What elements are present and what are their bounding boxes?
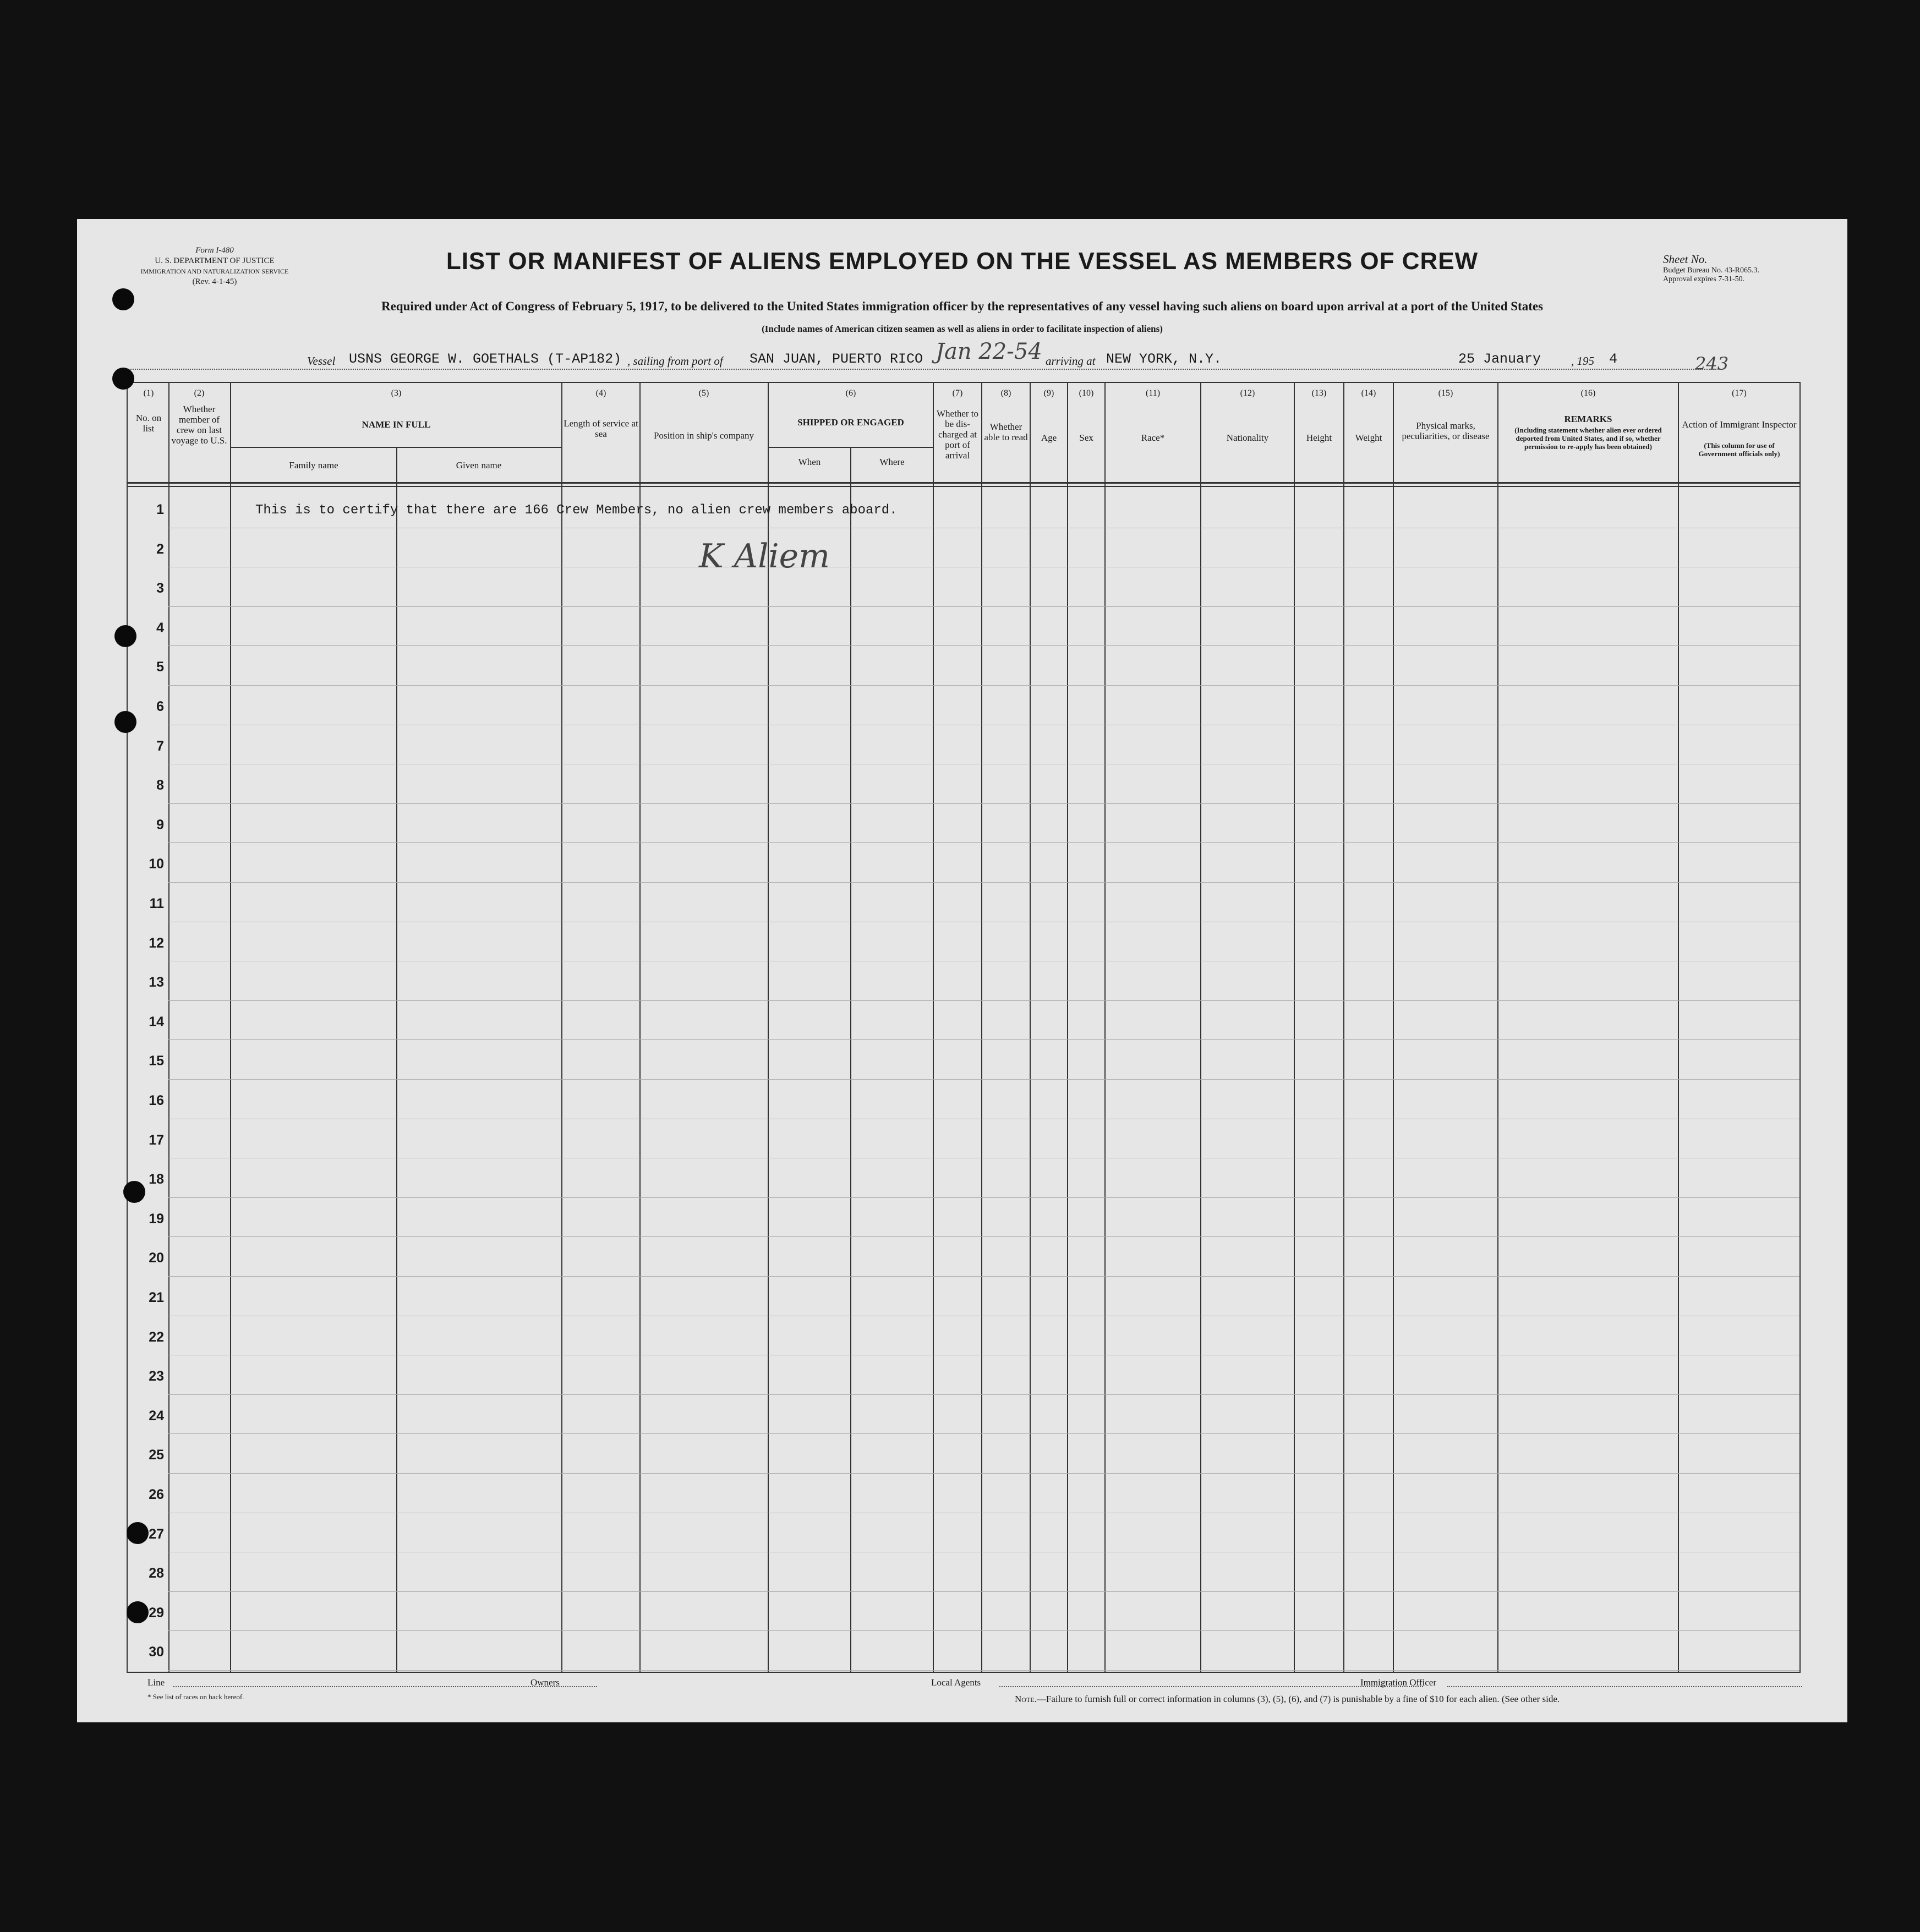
row-number: 20 [149, 1250, 164, 1266]
table-row [168, 882, 1799, 883]
form-subnote: (Include names of American citizen seamen as well as aliens in order to facilitate inspection of aliens) [762, 324, 1163, 334]
sailing-label: , sailing from port of [627, 354, 723, 368]
table-row [168, 1630, 1799, 1631]
column-rule [981, 382, 982, 1673]
col-15-num: (15) [1438, 388, 1453, 398]
row-number: 15 [149, 1053, 164, 1069]
year-digit: 4 [1609, 351, 1618, 367]
arrival-date: 25 January [1458, 351, 1541, 367]
col-3-num: (3) [391, 388, 402, 398]
column-rule [1104, 382, 1106, 1673]
column-rule [1067, 382, 1068, 1673]
col-16-label: REMARKS [1564, 414, 1612, 424]
col-5-num: (5) [698, 388, 709, 398]
revision: (Rev. 4-1-45) [192, 277, 237, 286]
where-header: Where [879, 457, 905, 467]
column-rule [933, 382, 934, 1673]
footer-officer-label: Immigration Officer [1360, 1677, 1437, 1688]
page-number: 243 [1695, 353, 1729, 374]
column-rule [1678, 382, 1679, 1673]
col-17-label: Action of Immigrant Inspector [1682, 419, 1797, 430]
form-title: LIST OR MANIFEST OF ALIENS EMPLOYED ON THE VESSEL AS MEMBERS OF CREW [446, 248, 1479, 275]
col-15-label: Physical marks, peculiarities, or disease [1402, 420, 1490, 441]
table-row [168, 1276, 1799, 1277]
arriving-label: arriving at [1046, 354, 1096, 368]
col-12-num: (12) [1240, 388, 1255, 398]
punch-hole [127, 1601, 149, 1623]
service: IMMIGRATION AND NATURALIZATION SERVICE [140, 267, 289, 275]
col-10-num: (10) [1079, 388, 1094, 398]
row-number: 25 [149, 1447, 164, 1463]
row-number: 28 [149, 1566, 164, 1581]
row-number: 2 [156, 541, 164, 557]
table-row [168, 685, 1799, 686]
column-rule [1343, 382, 1344, 1673]
col-12-label: Nationality [1226, 433, 1269, 443]
subcolumn-rule [850, 447, 851, 1673]
signature: K Aliem [699, 537, 830, 576]
punch-hole [112, 288, 134, 310]
column-rule [639, 382, 641, 1673]
row-number: 27 [149, 1526, 164, 1542]
col-9-label: Age [1041, 433, 1057, 443]
table-row [168, 1394, 1799, 1395]
form-number: Form I-480 [195, 246, 234, 255]
col-7-num: (7) [952, 388, 963, 398]
sheet-info [1663, 252, 1828, 284]
row-number: 13 [149, 975, 164, 990]
row-number: 12 [149, 935, 164, 951]
table-row [168, 606, 1799, 607]
col-13-label: Height [1306, 433, 1332, 443]
note-label: Note. [1015, 1694, 1037, 1704]
form-subtitle: Required under Act of Congress of February 5, 1917, to be delivered to the United States immigration officer by the representatives of any vessel having such aliens on board upon arrival at a port of the United States [381, 299, 1544, 313]
row-number: 21 [149, 1290, 164, 1305]
footer-line-label: Line [147, 1677, 165, 1688]
table-row [168, 1079, 1799, 1080]
year-prefix: , 195 [1571, 354, 1594, 368]
certification-text: This is to certify that there are 166 Crew Members, no alien crew members aboard. [255, 503, 898, 518]
col-5-label: Position in ship's company [653, 430, 754, 441]
table-row [168, 1473, 1799, 1474]
family-name-header: Family name [289, 460, 338, 470]
footer-agents-label: Local Agents [931, 1677, 981, 1688]
manifest-sheet [77, 219, 1847, 1722]
sheet-no-label: Sheet No. [1663, 253, 1708, 266]
footer-agents-dots [999, 1686, 1423, 1687]
col-11-num: (11) [1145, 388, 1161, 398]
col-16-num: (16) [1580, 388, 1596, 398]
row-number: 16 [149, 1093, 164, 1108]
vessel-label: Vessel [307, 354, 336, 368]
col-7-label: Whether to be dis-charged at port of arrival [937, 408, 978, 461]
row-number: 29 [149, 1605, 164, 1621]
punch-hole [123, 1181, 145, 1203]
row-number: 8 [156, 778, 164, 793]
table-bottom-border [127, 1672, 1799, 1673]
col-6-label: SHIPPED OR ENGAGED [797, 417, 904, 428]
when-header: When [798, 457, 821, 467]
row-number: 9 [156, 817, 164, 833]
row-number: 7 [156, 738, 164, 754]
col-2-num: (2) [194, 388, 205, 398]
col-8-num: (8) [1000, 388, 1011, 398]
table-row [168, 842, 1799, 843]
col-4-label: Length of service at sea [564, 418, 638, 439]
arrival-port: NEW YORK, N.Y. [1106, 351, 1222, 367]
punch-hole [114, 711, 136, 733]
col-9-num: (9) [1043, 388, 1054, 398]
row-number: 26 [149, 1487, 164, 1502]
approval-expiry: Approval expires 7-31-50. [1663, 275, 1745, 283]
races-note: * See list of races on back hereof. [147, 1693, 244, 1701]
col-6-num: (6) [845, 388, 856, 398]
col-1-num: (1) [143, 388, 154, 398]
row-number: 1 [156, 502, 164, 517]
header-bottom-rule-2 [127, 486, 1799, 487]
row-number: 23 [149, 1369, 164, 1384]
row-number: 22 [149, 1329, 164, 1345]
departure-port: SAN JUAN, PUERTO RICO [750, 351, 923, 367]
col-1-label: No. on list [135, 413, 162, 434]
header-bottom-rule-1 [127, 482, 1799, 484]
table-row [168, 1000, 1799, 1001]
punch-hole [114, 625, 136, 647]
table-row [168, 645, 1799, 646]
footer-officer-dots [1447, 1686, 1802, 1687]
row-number: 11 [149, 896, 164, 911]
col-3-label: NAME IN FULL [362, 419, 431, 430]
punch-hole [127, 1522, 149, 1544]
row-number: 5 [156, 659, 164, 675]
table-row [168, 1670, 1799, 1671]
note-text: —Failure to furnish full or correct information in columns (3), (5), (6), and (7) is punishable by a fine of $10 for each alien. (See other side. [1036, 1694, 1560, 1704]
col-4-num: (4) [595, 388, 606, 398]
footer-owners-label: Owners [530, 1677, 560, 1688]
row-number: 30 [149, 1644, 164, 1660]
department: U. S. DEPARTMENT OF JUSTICE [155, 256, 275, 265]
column-rule [1497, 382, 1498, 1673]
col-13-num: (13) [1311, 388, 1327, 398]
table-row [168, 1236, 1799, 1237]
row-number: 4 [156, 620, 164, 636]
table-top-border [127, 382, 1799, 383]
table-row [168, 1433, 1799, 1434]
table-row [168, 1197, 1799, 1198]
row-number: 19 [149, 1211, 164, 1227]
col-11-label: Race* [1141, 433, 1165, 443]
col-10-label: Sex [1079, 433, 1093, 443]
column-rule [1799, 382, 1801, 1673]
col-16-detail: (Including statement whether alien ever ordered deported from United States, and if so, whether permission to re-apply has been obtained) [1514, 426, 1662, 451]
column-rule [168, 382, 169, 1673]
table-row [168, 1591, 1799, 1592]
column-rule [1294, 382, 1295, 1673]
row-number: 3 [156, 581, 164, 596]
table-row [168, 803, 1799, 804]
row-number: 24 [149, 1408, 164, 1424]
given-name-header: Given name [456, 460, 502, 470]
col-14-num: (14) [1361, 388, 1376, 398]
col-14-label: Weight [1355, 433, 1382, 443]
column-rule [1200, 382, 1201, 1673]
row-number: 10 [149, 856, 164, 872]
table-row [168, 1039, 1799, 1040]
column-rule [561, 382, 562, 1673]
date-stamp: Jan 22-54 [936, 339, 1042, 364]
col-8-label: Whether able to read [984, 422, 1028, 442]
column-rule [230, 382, 231, 1673]
col-17-num: (17) [1732, 388, 1747, 398]
col-17-detail: (This column for use of Government officials only) [1698, 441, 1780, 458]
subcolumn-rule [396, 447, 397, 1673]
row-number: 18 [149, 1172, 164, 1187]
row-number: 6 [156, 699, 164, 714]
col-2-label: Whether member of crew on last voyage to U.S. [171, 404, 227, 446]
row-number: 14 [149, 1014, 164, 1030]
column-rule [1393, 382, 1394, 1673]
punch-hole [112, 368, 134, 390]
vessel-underline [127, 369, 1722, 370]
penalty-note [1015, 1694, 1560, 1705]
vessel-name: USNS GEORGE W. GOETHALS (T-AP182) [349, 351, 622, 367]
row-number: 17 [149, 1132, 164, 1148]
budget-bureau: Budget Bureau No. 43-R065.3. [1663, 266, 1759, 275]
column-rule [1030, 382, 1031, 1673]
